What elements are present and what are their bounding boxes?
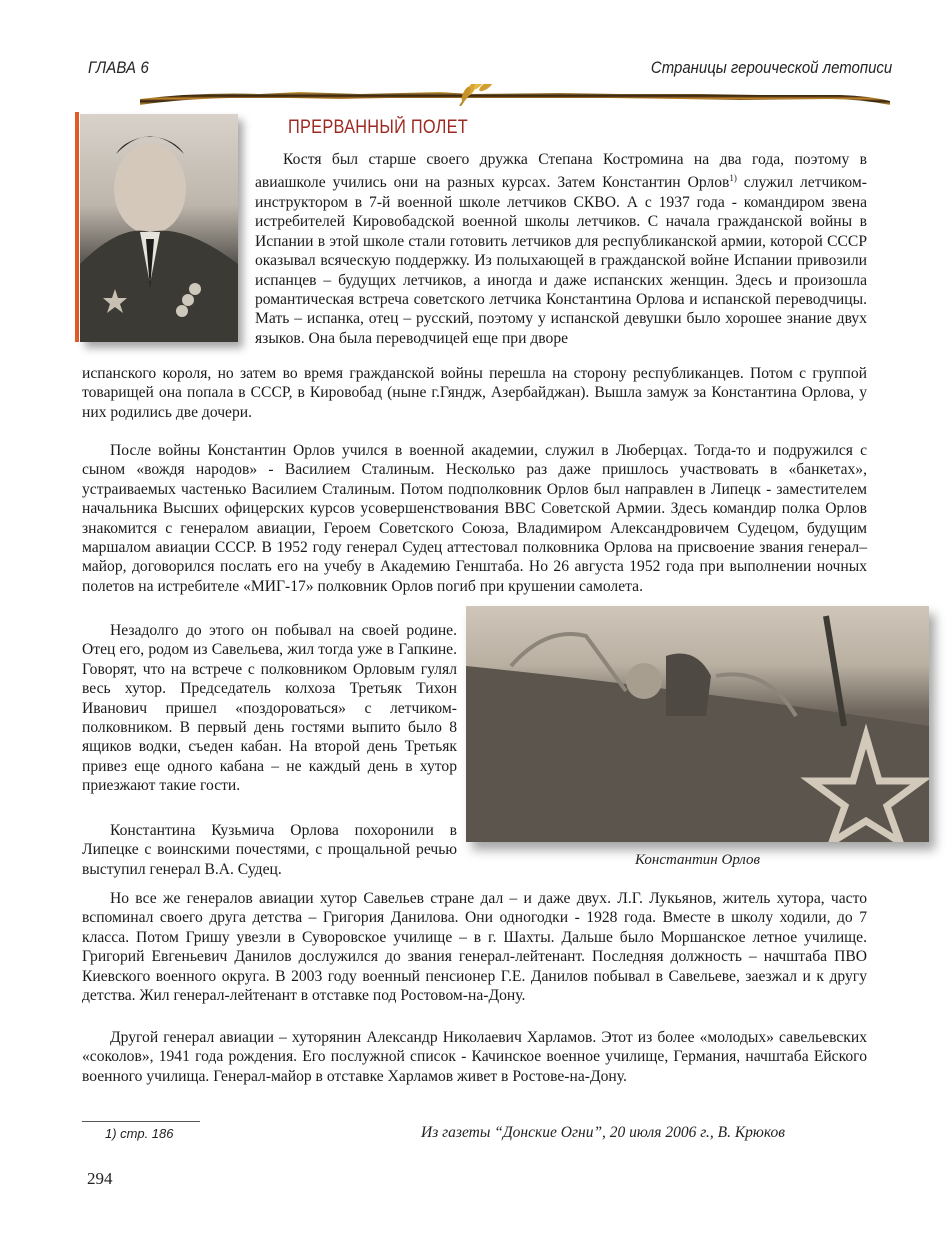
paragraph-4: Константина Кузьмича Орлова похоронили в Липецке с воинскими почестями, с прощальной речью выступил генерал В.А. Судец.	[82, 822, 457, 878]
accent-bar	[75, 112, 79, 342]
footnote: 1) стр. 186	[105, 1126, 174, 1141]
paragraph-text: Костя был старше своего дружка Степана Костромина на два года, поэтому в авиашколе учились они на разных курсах. Затем Константин Орлов	[255, 151, 867, 192]
paragraph-1	[255, 150, 867, 348]
officer-portrait-icon	[80, 114, 238, 342]
footnote-ref[interactable]: 1)	[729, 173, 737, 184]
paragraph-2: После войны Константин Орлов учился в военной академии, служил в Люберцах. Тогда-то и подружился с сыном «вождя народов» - Василием Сталиным. Несколько раз даже пришлось участвовать в «банкетах», устраиваемых частенько Василием Сталиным. Потом подполковник Орлов был направлен в Липецк - заместителем начальника Высших офицерских курсов усовершенствования ВВС Советской Армии. Здесь командир полка Орлов знакомится с генералом авиации, Героем Советского Союза, Владимиром Александровичем Судецом, будущим маршалом авиации СССР. В 1952 году генерал Судец аттестовал полковника Орлова на присвоение звания генерал–майор, договорился послать его на учебу в Академию Генштаба. Но 26 августа 1952 года при выполнении ночных полетов на истребителе «МИГ-17» полковник Орлов погиб при крушении самолета.	[82, 442, 867, 595]
pilot-in-cockpit-photo	[466, 606, 929, 842]
paragraph-6: Другой генерал авиации – хуторянин Александр Николаевич Харламов. Этот из более «молодых» савельевских «соколов», 1941 года рождения. Его послужной список - Качинское военное училище, Германия, начштаба Ейского военного училища. Генерал-майор в отставке Харламов живет в Ростове-на-Дону.	[82, 1029, 867, 1085]
portrait-photo	[80, 114, 238, 342]
source-attribution: Из газеты “Донские Огни”, 20 июля 2006 г., В. Крюков	[421, 1124, 785, 1141]
running-title: Страницы героической летописи	[650, 58, 892, 77]
page-number: 294	[87, 1169, 113, 1188]
chapter-label: ГЛАВА 6	[88, 58, 150, 77]
paragraph-text: служил летчиком-инструктором в 7-й военной школе летчиков СКВО. А с 1937 года - командиром звена истребителей Кировобадской военной школы летчиков. С начала гражданской войны в Испании в этой школе стали готовить летчиков для республиканской армии, которой СССР оказывал всяческую поддержку. Из полыхающей в гражданской войне Испании привозили испанцев – будущих летчиков, а иногда и даже испанских женщин. Здесь и произошла романтическая встреча советского летчика Константина Орлова и испанской переводчицы. Мать – испанка, отец – русский, поэтому у испанской девушки было хорошее знание двух языков. Она была переводчицей еще при дворе	[255, 174, 867, 347]
article-title: ПРЕРВАННЫЙ ПОЛЕТ	[288, 117, 469, 138]
paragraph-3: Незадолго до этого он побывал на своей родине. Отец его, родом из Савельева, жил тогда уже в Гапкине. Говорят, что на встрече с полковником Орловым гулял весь хутор. Председатель колхоза Третьяк Тихон Иванович пришел «поздороваться» с летчиком-полковником. В первый день гостями выпито было 8 ящиков водки, съеден кабан. На второй день Третьяк привез еще одного кабана – не каждый день в хутор приезжают такие гости.	[82, 622, 457, 795]
footnote-divider	[82, 1121, 200, 1122]
photo-caption: Константин Орлов	[635, 852, 760, 868]
paragraph-5: Но все же генералов авиации хутор Савельев стране дал – и даже двух. Л.Г. Лукьянов, житель хутора, часто вспоминал своего друга детства – Григория Данилова. Они одногодки - 1928 года. Вместе в школу ходили, до 7 класса. Потом Гришу увезли в Суворовское училище – в г. Шахты. Дальше было Моршанское летное училище. Григорий Евгеньевич Данилов дослужился до звания генерал-лейтенант. Последняя должность – начштаба ПВО Киевского военного округа. В 2003 году военный пенсионер Г.Е. Данилов побывал в Савельеве, заезжал и к другу детства. Жил генерал-лейтенант в отставке под Ростовом-на-Дону.	[82, 890, 867, 1005]
paragraph-1-continuation: испанского короля, но затем во время гражданской войны перешла на сторону республиканцев. Потом с группой товарищей она попала в СССР, в Кировобад (ныне г.Гяндж, Азербайджан). Вышла замуж за Константина Орлова, у них родились две дочери.	[82, 365, 867, 421]
laurel-ribbon-icon	[140, 84, 890, 106]
